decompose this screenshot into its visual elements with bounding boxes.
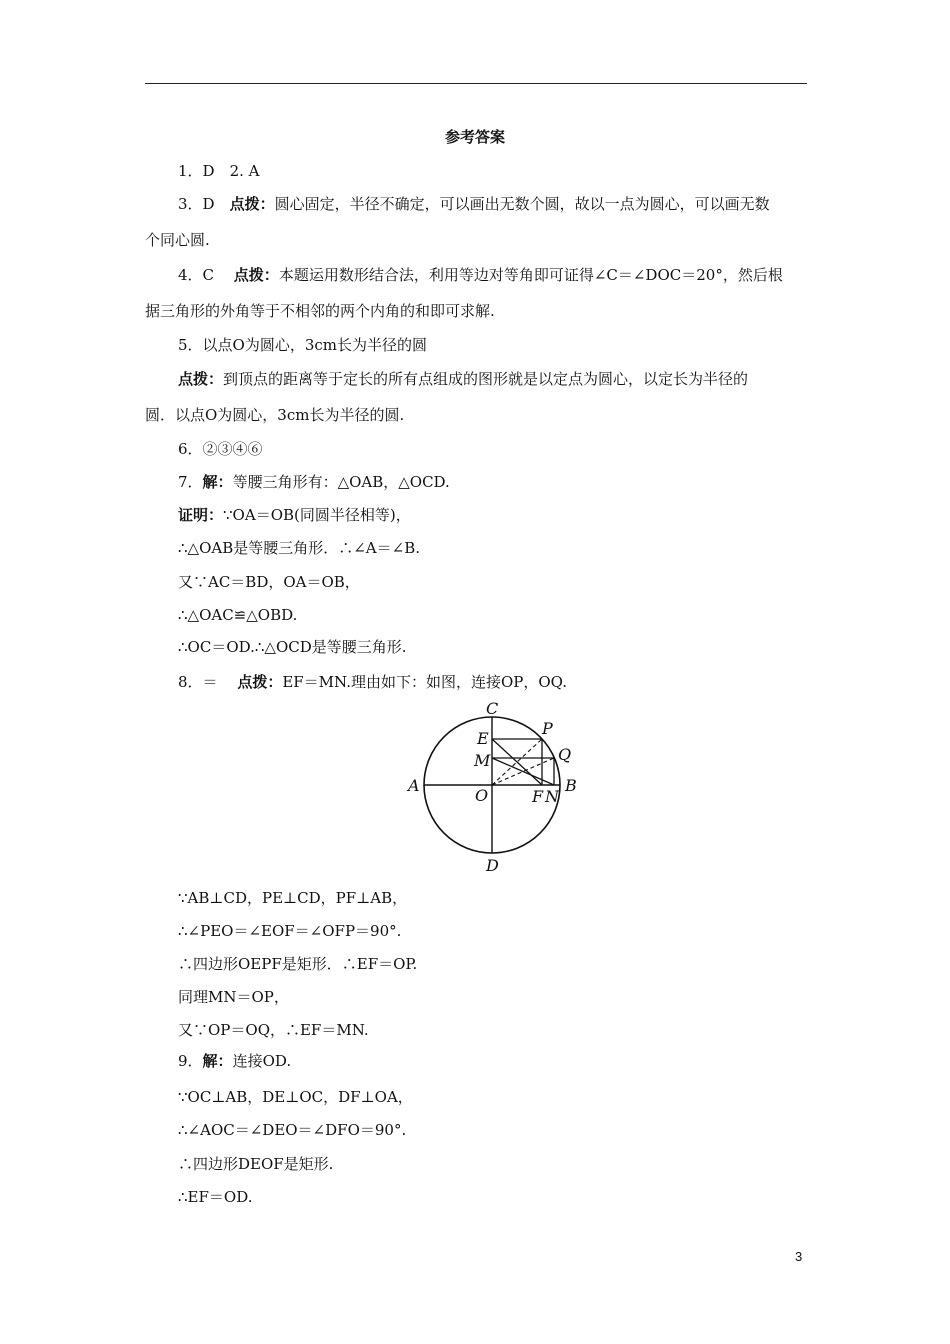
answer-line-5-hint — [178, 369, 748, 389]
answer-line-6: 6．②③④⑥ — [178, 440, 263, 458]
hint-label: 点拨： — [237, 673, 283, 691]
answer-line-5-cont: 圆．以点O为圆心，3cm长为半径的圆. — [145, 406, 405, 424]
answer-line-4-cont: 据三角形的外角等于不相邻的两个内角的和即可求解. — [145, 302, 495, 320]
answer-line-7 — [178, 472, 450, 492]
answer-line-8 — [178, 672, 567, 692]
solution-label: 解： — [202, 1052, 233, 1070]
hint-label: 点拨： — [233, 266, 279, 284]
label-Q: Q — [558, 745, 572, 764]
hint-label: 点拨： — [229, 195, 275, 213]
proof-line-8b: ∴∠PEO＝∠EOF＝∠OFP＝90°. — [178, 922, 402, 940]
page-number: 3 — [795, 1249, 803, 1264]
answer-text: 连接OD. — [232, 1052, 292, 1070]
answer-line-9 — [178, 1051, 291, 1071]
proof-line-4: ∴△OAC≌△OBD. — [178, 606, 298, 624]
proof-line-8d: 同理MN＝OP， — [178, 988, 289, 1006]
proof-label: 证明： — [178, 506, 224, 524]
proof-line-8c: ∴四边形OEPF是矩形．∴EF＝OP. — [178, 955, 418, 973]
proof-line-8e: 又∵OP＝OQ，∴EF＝MN. — [178, 1021, 369, 1039]
label-N: N — [545, 787, 559, 806]
solution-label: 解： — [202, 473, 233, 491]
proof-line-9b: ∴∠AOC＝∠DEO＝∠DFO＝90°. — [178, 1121, 407, 1139]
answer-number: 7． — [178, 473, 203, 491]
answer-number: 3．D — [178, 195, 230, 213]
label-B: B — [565, 776, 577, 795]
page-title: 参考答案 — [444, 128, 505, 146]
proof-line-9d: ∴EF＝OD. — [178, 1188, 253, 1206]
answer-text: 到顶点的距离等于定长的所有点组成的图形就是以定点为圆心，以定长为半径的 — [223, 370, 749, 388]
proof-text: ∵OA＝OB(同圆半径相等)， — [223, 506, 411, 524]
proof-line-8a: ∵AB⊥CD，PE⊥CD，PF⊥AB， — [178, 889, 408, 907]
proof-line-1 — [178, 505, 411, 525]
answer-number: 9． — [178, 1052, 203, 1070]
answer-text: 本题运用数形结合法，利用等边对等角即可证得∠C＝∠DOC＝20°，然后根 — [278, 266, 783, 284]
answer-line-1: 1．D 2. A — [178, 162, 260, 180]
label-O: O — [475, 786, 489, 805]
label-M: M — [474, 751, 491, 770]
proof-line-9c: ∴四边形DEOF是矩形. — [178, 1155, 334, 1173]
answer-number: 4．C — [178, 266, 234, 284]
label-F: F — [532, 787, 544, 806]
answer-line-3 — [178, 194, 770, 214]
hint-label: 点拨： — [178, 370, 224, 388]
answer-number: 8．＝ — [178, 673, 238, 691]
proof-line-3: 又∵AC＝BD，OA＝OB， — [178, 573, 360, 591]
proof-line-9a: ∵OC⊥AB，DE⊥OC，DF⊥OA， — [178, 1088, 413, 1106]
answer-line-3-cont: 个同心圆. — [145, 231, 210, 249]
label-E: E — [477, 729, 489, 748]
answer-line-5: 5．以点O为圆心，3cm长为半径的圆 — [178, 336, 428, 354]
proof-line-5: ∴OC＝OD.∴△OCD是等腰三角形. — [178, 638, 407, 656]
proof-line-2: ∴△OAB是等腰三角形．∴∠A＝∠B. — [178, 539, 420, 557]
answer-line-4 — [178, 265, 783, 285]
answer-text: 等腰三角形有：△OAB，△OCD. — [232, 473, 450, 491]
header-rule — [145, 83, 807, 84]
label-P: P — [542, 719, 553, 738]
label-D: D — [486, 856, 499, 875]
answer-text: 圆心固定，半径不确定，可以画出无数个圆，故以一点为圆心，可以画无数 — [274, 195, 770, 213]
circle-geometry-figure — [400, 696, 590, 876]
label-A: A — [408, 776, 420, 795]
answer-text: EF＝MN.理由如下：如图，连接OP，OQ. — [282, 673, 567, 691]
label-C: C — [486, 699, 499, 718]
